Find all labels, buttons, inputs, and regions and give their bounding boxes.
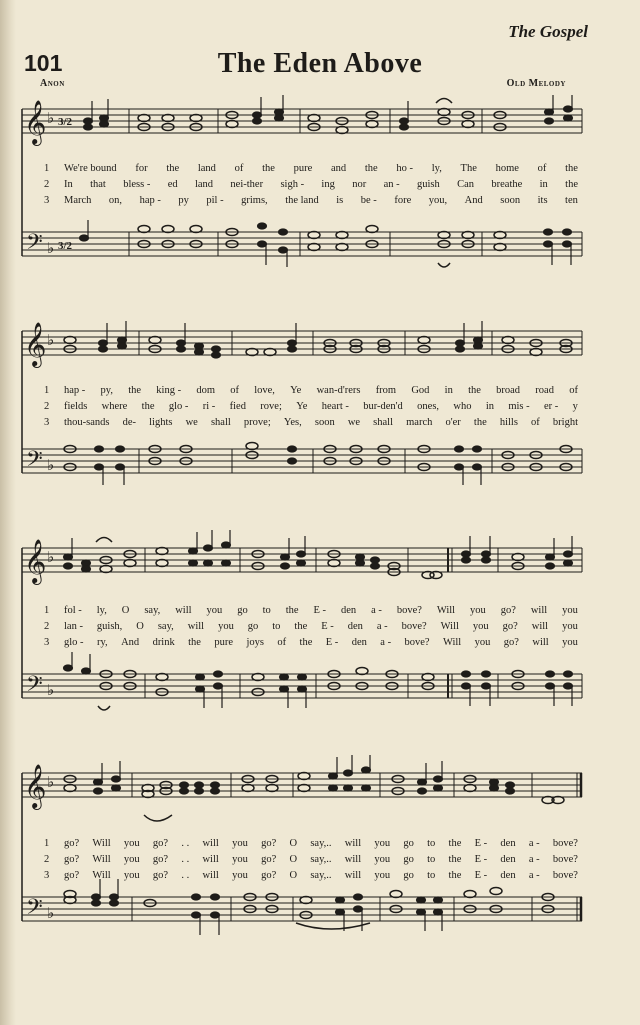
lyric-syllable: glo - bbox=[168, 401, 189, 412]
lyric-syllable: a - bbox=[528, 870, 540, 881]
treble-clef-icon: 𝄞 bbox=[24, 102, 47, 144]
lyric-syllable: Will bbox=[92, 838, 111, 849]
lyric-syllable: the bbox=[448, 870, 462, 881]
lyric-syllable: will bbox=[202, 854, 219, 865]
lyric-syllable: pil - bbox=[206, 195, 224, 206]
lyric-syllable: joys bbox=[246, 637, 264, 648]
lyric-syllable: ly, bbox=[96, 605, 107, 616]
lyric-syllable: will bbox=[344, 838, 362, 849]
treble-clef-icon: 𝄞 bbox=[24, 541, 47, 583]
lyric-syllable: you bbox=[123, 870, 140, 881]
lyric-syllable: we bbox=[347, 417, 361, 428]
lyric-syllable: go bbox=[403, 838, 414, 849]
lyric-syllable: go? bbox=[502, 621, 518, 632]
lyric-syllable: den bbox=[500, 838, 516, 849]
lyric-syllable: py, bbox=[100, 385, 113, 396]
lyric-syllable: soon bbox=[314, 417, 335, 428]
lyric-syllable: rove; bbox=[260, 401, 282, 412]
key-signature-flat: ♭ bbox=[47, 550, 55, 566]
lyric-syllable: the bbox=[128, 385, 142, 396]
lyric-syllable: . . bbox=[181, 838, 190, 849]
section-title: The Gospel bbox=[508, 22, 588, 41]
lyric-syllable: go? bbox=[152, 854, 169, 865]
lyric-syllable: will bbox=[531, 621, 549, 632]
lyric-line-s4-v1: 1 go? Will you go? . . will you go? O say,.. will you go to the E - den a - bove? bbox=[44, 838, 578, 849]
lyric-syllable: is bbox=[336, 195, 344, 206]
lyric-syllable: fore bbox=[394, 195, 412, 206]
lyric-syllable: mis - bbox=[508, 401, 530, 412]
hymn-title: The Eden Above bbox=[217, 48, 423, 79]
lyric-syllable: ly, bbox=[431, 163, 442, 174]
lyric-syllable: you bbox=[470, 605, 486, 616]
lyric-syllable: that bbox=[90, 179, 106, 190]
lyric-syllable: will bbox=[202, 838, 219, 849]
lyric-syllable: in bbox=[485, 401, 494, 412]
lyric-syllable: den bbox=[500, 854, 516, 865]
lyric-syllable: go? bbox=[152, 870, 169, 881]
time-signature: 3/2 bbox=[58, 116, 73, 128]
lyric-syllable: guish, bbox=[96, 621, 123, 632]
lyric-line-s4-v2: 2 go? Will you go? . . will you go? O say,.. will you go to the E - den a - bove? bbox=[44, 854, 578, 865]
lyric-line-s1-v1: 1 We're bound for the land of the pure and the ho - ly, The home of the bbox=[44, 163, 578, 174]
lyric-syllable: bove? bbox=[552, 838, 578, 849]
lyric-syllable: and bbox=[330, 163, 347, 174]
lyric-syllable: py bbox=[178, 195, 189, 206]
lyric-syllable: go bbox=[403, 870, 414, 881]
lyric-syllable: of bbox=[531, 417, 540, 428]
lyric-syllable: will bbox=[187, 621, 205, 632]
lyric-syllable: E - bbox=[474, 838, 488, 849]
lyric-syllable: go bbox=[403, 854, 414, 865]
lyric-line-s3-v1: 1 fol - ly, O say, will you go to the E - den a - bove? Will you go? will you bbox=[44, 605, 578, 616]
lyric-syllable: o'er bbox=[445, 417, 461, 428]
key-signature-flat-bass: ♭ bbox=[47, 458, 55, 474]
lyric-syllable: ho - bbox=[396, 163, 414, 174]
lyric-syllable: to bbox=[427, 838, 436, 849]
lyric-syllable: you bbox=[206, 605, 223, 616]
lyric-syllable: go? bbox=[503, 637, 519, 648]
lyric-syllable: pure bbox=[293, 163, 313, 174]
key-signature-flat: ♭ bbox=[47, 333, 55, 349]
lyric-syllable: March bbox=[64, 195, 92, 206]
lyric-syllable: breathe bbox=[491, 179, 523, 190]
lyric-syllable: the bbox=[299, 637, 313, 648]
lyric-syllable: E - bbox=[474, 854, 488, 865]
lyric-syllable: go? bbox=[152, 838, 169, 849]
lyric-syllable: ed bbox=[167, 179, 178, 190]
lyric-syllable: heart - bbox=[321, 401, 349, 412]
lyric-syllable: you bbox=[232, 854, 248, 865]
lyric-syllable: ing bbox=[321, 179, 335, 190]
lyric-syllable: you bbox=[123, 838, 140, 849]
lyric-syllable: pure bbox=[214, 637, 234, 648]
bass-clef-icon: 𝄢 bbox=[26, 447, 43, 476]
lyric-syllable: Will bbox=[436, 605, 456, 616]
lyric-line-s3-v3: 3 glo - ry, And drink the pure joys of the E - den a - bove? Will you go? will you bbox=[44, 637, 578, 648]
lyric-syllable: you bbox=[562, 605, 578, 616]
lyric-syllable: for bbox=[135, 163, 148, 174]
lyric-syllable: will bbox=[532, 637, 549, 648]
lyric-syllable: guish bbox=[416, 179, 440, 190]
lyric-syllable: of bbox=[277, 637, 287, 648]
lyric-syllable: we bbox=[185, 417, 198, 428]
lyric-syllable: O bbox=[289, 870, 298, 881]
lyric-syllable: a - bbox=[528, 838, 540, 849]
lyric-syllable: bove? bbox=[396, 605, 422, 616]
bass-clef-icon: 𝄢 bbox=[26, 895, 43, 924]
lyric-syllable: Will bbox=[442, 637, 462, 648]
lyric-syllable: Will bbox=[440, 621, 459, 632]
lyric-syllable: you bbox=[474, 637, 491, 648]
lyric-syllable: bur-den'd bbox=[363, 401, 403, 412]
lyric-line-s1-v2: 2 In that bless - ed land nei-ther sigh - ing nor an - guish Can breathe in the bbox=[44, 179, 578, 190]
lyric-syllable: you bbox=[232, 838, 248, 849]
lyric-syllable: the bbox=[141, 401, 155, 412]
lyric-syllable: will bbox=[530, 605, 548, 616]
lyric-syllable: in bbox=[444, 385, 453, 396]
lyric-syllable: den bbox=[340, 605, 357, 616]
lyric-line-s3-v2: 2 lan - guish, O say, will you go to the E - den a - bove? Will you go? will you bbox=[44, 621, 578, 632]
lyric-syllable: fied bbox=[229, 401, 246, 412]
lyric-syllable: from bbox=[375, 385, 397, 396]
lyric-syllable: a - bbox=[376, 621, 388, 632]
lyric-syllable: ones, bbox=[417, 401, 440, 412]
lyric-syllable: the bbox=[468, 385, 481, 396]
lyric-line-s2-v3: 3 thou-sands de- lights we shall prove; Yes, soon we shall march o'er the hills of bright bbox=[44, 417, 578, 428]
lyric-syllable: wan-d'rers bbox=[316, 385, 361, 396]
lyric-syllable: will bbox=[344, 854, 362, 865]
lyric-syllable: of bbox=[569, 385, 578, 396]
lyric-syllable: will bbox=[202, 870, 219, 881]
lyric-syllable: say,.. bbox=[310, 838, 332, 849]
lyric-syllable: of bbox=[537, 163, 547, 174]
lyric-syllable: den bbox=[347, 621, 363, 632]
lyric-line-s2-v2: 2 fields where the glo - ri - fied rove; Ye heart - bur-den'd ones, who in mis - er - y bbox=[44, 401, 578, 412]
lyric-syllable: fol - bbox=[64, 605, 82, 616]
lyric-syllable: And bbox=[121, 637, 140, 648]
lyric-syllable: the bbox=[364, 163, 378, 174]
lyric-syllable: God bbox=[411, 385, 430, 396]
lyric-syllable: land bbox=[194, 179, 214, 190]
lyric-syllable: the bbox=[294, 621, 308, 632]
lyric-syllable: lights bbox=[149, 417, 173, 428]
key-signature-flat-bass: ♭ bbox=[47, 241, 55, 257]
lyric-syllable: go? bbox=[261, 870, 277, 881]
lyric-syllable: dom bbox=[196, 385, 215, 396]
lyric-syllable: be - bbox=[360, 195, 377, 206]
lyric-syllable: the bbox=[285, 605, 299, 616]
lyric-syllable: glo - bbox=[64, 637, 84, 648]
lyric-syllable: sigh - bbox=[280, 179, 305, 190]
lyric-syllable: bless - bbox=[123, 179, 151, 190]
lyric-syllable: an - bbox=[383, 179, 400, 190]
key-signature-flat: ♭ bbox=[47, 111, 55, 127]
lyric-syllable: den bbox=[500, 870, 516, 881]
lyric-syllable: you bbox=[374, 838, 391, 849]
lyric-syllable: say, bbox=[157, 621, 174, 632]
lyric-syllable: nor bbox=[352, 179, 367, 190]
lyric-syllable: hills bbox=[499, 417, 518, 428]
lyric-syllable: of bbox=[234, 163, 244, 174]
lyric-syllable: shall bbox=[210, 417, 231, 428]
lyric-syllable: king - bbox=[156, 385, 182, 396]
lyric-syllable: where bbox=[101, 401, 128, 412]
lyric-syllable: the bbox=[448, 854, 462, 865]
lyric-syllable: who bbox=[453, 401, 472, 412]
lyric-syllable: to bbox=[427, 854, 436, 865]
lyric-syllable: on, bbox=[108, 195, 123, 206]
lyric-syllable: We're bound bbox=[64, 163, 117, 174]
lyric-syllable: E - bbox=[325, 637, 339, 648]
lyric-syllable: go? bbox=[261, 854, 277, 865]
lyric-syllable: shall bbox=[373, 417, 394, 428]
lyric-syllable: a - bbox=[380, 637, 392, 648]
lyric-syllable: . . bbox=[181, 870, 190, 881]
lyric-syllable: hap - bbox=[139, 195, 161, 206]
lyric-syllable: go bbox=[237, 605, 248, 616]
lyric-line-s4-v3: 3 go? Will you go? . . will you go? O say,.. will you go to the E - den a - bove? bbox=[44, 870, 578, 881]
bass-clef-icon: 𝄢 bbox=[26, 672, 43, 701]
lyric-syllable: Ye bbox=[290, 385, 302, 396]
lyric-syllable: thou-sands bbox=[64, 417, 110, 428]
lyric-syllable: prove; bbox=[243, 417, 271, 428]
lyric-syllable: go bbox=[247, 621, 259, 632]
lyric-syllable: drink bbox=[152, 637, 175, 648]
lyric-syllable: er - bbox=[543, 401, 559, 412]
lyric-syllable: go? bbox=[64, 870, 80, 881]
lyric-syllable: grims, bbox=[241, 195, 268, 206]
lyric-syllable: you bbox=[374, 870, 391, 881]
lyric-syllable: go? bbox=[64, 838, 80, 849]
lyric-syllable: Will bbox=[92, 870, 111, 881]
key-signature-flat-bass: ♭ bbox=[47, 683, 55, 699]
lyric-line-s2-v1: 1 hap - py, the king - dom of love, Ye wan-d'rers from God in the broad road of bbox=[44, 385, 578, 396]
lyric-syllable: land bbox=[197, 163, 216, 174]
music-credit: Old Melody bbox=[506, 78, 566, 89]
lyric-syllable: . . bbox=[181, 854, 190, 865]
lyric-syllable: go? bbox=[500, 605, 516, 616]
lyric-syllable: y bbox=[572, 401, 578, 412]
lyric-syllable: de- bbox=[122, 417, 137, 428]
lyric-syllable: ry, bbox=[96, 637, 108, 648]
lyric-syllable: you bbox=[562, 637, 578, 648]
lyric-syllable: lan - bbox=[64, 621, 83, 632]
lyric-syllable: O bbox=[289, 854, 298, 865]
lyric-syllable: And bbox=[464, 195, 483, 206]
lyric-syllable: E - bbox=[313, 605, 327, 616]
bass-clef-icon: 𝄢 bbox=[26, 230, 43, 259]
lyric-syllable: bright bbox=[552, 417, 578, 428]
lyric-syllable: its bbox=[537, 195, 548, 206]
lyric-syllable: to bbox=[272, 621, 281, 632]
lyric-syllable: O bbox=[121, 605, 130, 616]
treble-clef-icon: 𝄞 bbox=[24, 766, 47, 808]
key-signature-flat-bass: ♭ bbox=[47, 906, 55, 922]
lyric-syllable: will bbox=[175, 605, 192, 616]
lyric-syllable: the bbox=[166, 163, 180, 174]
lyric-syllable: hap - bbox=[64, 385, 86, 396]
lyric-syllable: Can bbox=[457, 179, 475, 190]
lyric-syllable: say,.. bbox=[310, 854, 332, 865]
lyric-syllable: the bbox=[448, 838, 462, 849]
lyric-syllable: you bbox=[374, 854, 391, 865]
lyric-syllable: bove? bbox=[552, 854, 578, 865]
lyric-syllable: ri - bbox=[202, 401, 216, 412]
lyric-syllable: you, bbox=[428, 195, 448, 206]
lyric-syllable: Ye bbox=[296, 401, 308, 412]
lyric-syllable: go? bbox=[64, 854, 80, 865]
lyric-syllable: ten bbox=[565, 195, 578, 206]
lyric-syllable: broad bbox=[496, 385, 521, 396]
lyric-syllable: Yes, bbox=[283, 417, 302, 428]
lyric-syllable: in bbox=[539, 179, 548, 190]
lyric-syllable: the bbox=[262, 163, 275, 174]
lyric-syllable: E - bbox=[321, 621, 334, 632]
lyric-syllable: will bbox=[344, 870, 362, 881]
lyric-syllable: you bbox=[218, 621, 234, 632]
music-system-4 bbox=[0, 755, 640, 945]
lyric-syllable: bove? bbox=[401, 621, 427, 632]
lyric-syllable: love, bbox=[254, 385, 275, 396]
lyric-syllable: march bbox=[406, 417, 433, 428]
lyric-syllable: E - bbox=[474, 870, 488, 881]
lyric-syllable: road bbox=[535, 385, 554, 396]
lyric-syllable: of bbox=[230, 385, 239, 396]
lyric-syllable: Will bbox=[92, 854, 111, 865]
lyric-syllable: bove? bbox=[404, 637, 430, 648]
lyric-syllable: bove? bbox=[552, 870, 578, 881]
lyric-syllable: O bbox=[289, 838, 298, 849]
lyric-syllable: go? bbox=[261, 838, 277, 849]
lyric-line-s1-v3: 3 March on, hap - py pil - grims, the land is be - fore you, And soon its ten bbox=[44, 195, 578, 206]
treble-clef-icon: 𝄞 bbox=[24, 324, 47, 366]
lyric-syllable: the bbox=[473, 417, 487, 428]
lyric-syllable: a - bbox=[528, 854, 540, 865]
lyric-syllable: fields bbox=[64, 401, 88, 412]
hymn-number: 101 bbox=[24, 50, 63, 76]
lyric-syllable: the bbox=[565, 179, 578, 190]
lyric-syllable: O bbox=[136, 621, 144, 632]
lyric-syllable: the bbox=[565, 163, 578, 174]
lyric-syllable: home bbox=[495, 163, 519, 174]
lyric-syllable: say, bbox=[144, 605, 161, 616]
lyric-syllable: a - bbox=[371, 605, 382, 616]
lyric-syllable: In bbox=[64, 179, 73, 190]
lyric-syllable: you bbox=[123, 854, 140, 865]
lyric-syllable: the land bbox=[285, 195, 319, 206]
lyric-syllable: you bbox=[472, 621, 489, 632]
time-signature-bass: 3/2 bbox=[58, 240, 73, 252]
lyric-syllable: you bbox=[232, 870, 248, 881]
lyric-syllable: say,.. bbox=[310, 870, 332, 881]
lyric-syllable: to bbox=[262, 605, 271, 616]
lyric-syllable: the bbox=[188, 637, 201, 648]
lyric-syllable: soon bbox=[500, 195, 521, 206]
words-credit: Anon bbox=[40, 78, 65, 89]
lyric-syllable: den bbox=[351, 637, 367, 648]
lyric-syllable: The bbox=[460, 163, 477, 174]
lyric-syllable: to bbox=[427, 870, 436, 881]
key-signature-flat: ♭ bbox=[47, 775, 55, 791]
lyric-syllable: you bbox=[562, 621, 578, 632]
lyric-syllable: nei-ther bbox=[230, 179, 264, 190]
